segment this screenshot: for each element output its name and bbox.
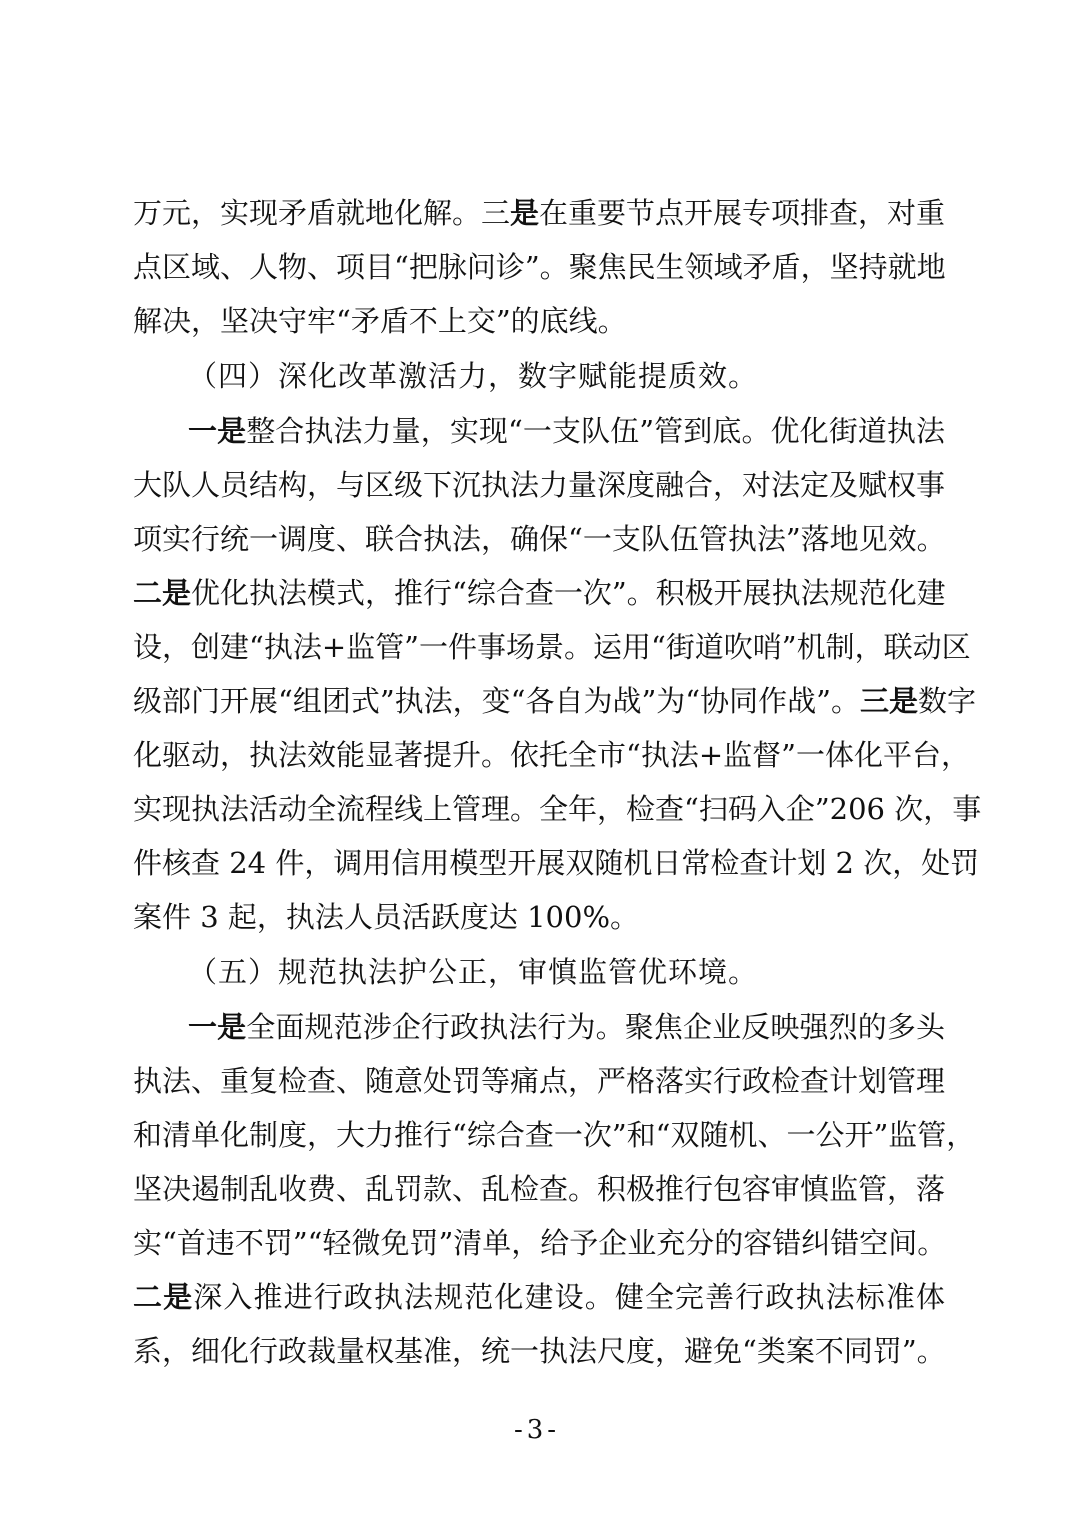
text-run: 整合执法力量，实现“一支队伍”管到底。优化街道执法 [246, 414, 945, 448]
keyword-emphasis: 二是 [133, 576, 192, 610]
text-run: 深入推进行政执法规范化建设。健全完善行政执法标准体 [193, 1280, 945, 1314]
text-line: 解决，坚决守牢“矛盾不上交”的底线。 [133, 304, 627, 338]
text-line: 设，创建“执法+监管”一件事场景。运用“街道吹哨”机制，联动区 [133, 630, 971, 664]
text-run: 全面规范涉企行政执法行为。聚焦企业反映强烈的多头 [246, 1010, 945, 1044]
text-line [188, 404, 945, 458]
text-line [188, 1000, 945, 1054]
text-line: 和清单化制度，大力推行“综合查一次”和“双随机、一公开”监管， [133, 1118, 976, 1152]
text-line: 化驱动，执法效能显著提升。依托全市“执法+监督”一体化平台， [133, 738, 970, 772]
text-line: 案件 3 起，执法人员活跃度达 100%。 [133, 900, 640, 934]
page-number: -3- [513, 1415, 561, 1445]
keyword-emphasis: 二是 [133, 1280, 194, 1314]
text-line: 实现执法活动全流程线上管理。全年，检查“扫码入企”206 次，事 [133, 792, 982, 826]
section-heading-5: （五）规范执法护公正，审慎监管优环境。 [188, 955, 759, 989]
text-line: 系，细化行政裁量权基准，统一执法尺度，避免“类案不同罚”。 [133, 1334, 946, 1368]
section-heading-4: （四）深化改革激活力，数字赋能提质效。 [188, 359, 759, 393]
text-line: 执法、重复检查、随意处罚等痛点，严格落实行政检查计划管理 [133, 1064, 946, 1098]
text-run: 数字 [917, 684, 976, 718]
text-line: 项实行统一调度、联合执法，确保“一支队伍管执法”落地见效。 [133, 522, 946, 556]
text-line [133, 1270, 945, 1324]
text-line [133, 566, 945, 620]
keyword-emphasis: 一是 [188, 1010, 247, 1044]
text-run: 优化执法模式，推行“综合查一次”。积极开展执法规范化建 [191, 576, 946, 610]
text-line [133, 186, 945, 240]
text-line: 件核查 24 件，调用信用模型开展双随机日常检查计划 2 次，处罚 [133, 846, 980, 880]
text-line: 大队人员结构，与区级下沉执法力量深度融合，对法定及赋权事 [133, 468, 946, 502]
text-line: 坚决遏制乱收费、乱罚款、乱检查。积极推行包容审慎监管，落 [133, 1172, 946, 1206]
text-run: 在重要节点开展专项排查，对重 [539, 196, 946, 230]
text-run: 万元，实现矛盾就地化解。三 [133, 196, 511, 230]
text-line: 实“首违不罚”“轻微免罚”清单，给予企业充分的容错纠错空间。 [133, 1226, 947, 1260]
keyword-emphasis: 一是 [188, 414, 247, 448]
text-line: 点区域、人物、项目“把脉问诊”。聚焦民生领域矛盾，坚持就地 [133, 250, 946, 284]
keyword-emphasis: 是 [510, 196, 540, 230]
keyword-emphasis: 三是 [859, 684, 918, 718]
text-line [133, 674, 976, 728]
text-run: 级部门开展“组团式”执法，变“各自为战”为“协同作战”。 [133, 684, 860, 718]
